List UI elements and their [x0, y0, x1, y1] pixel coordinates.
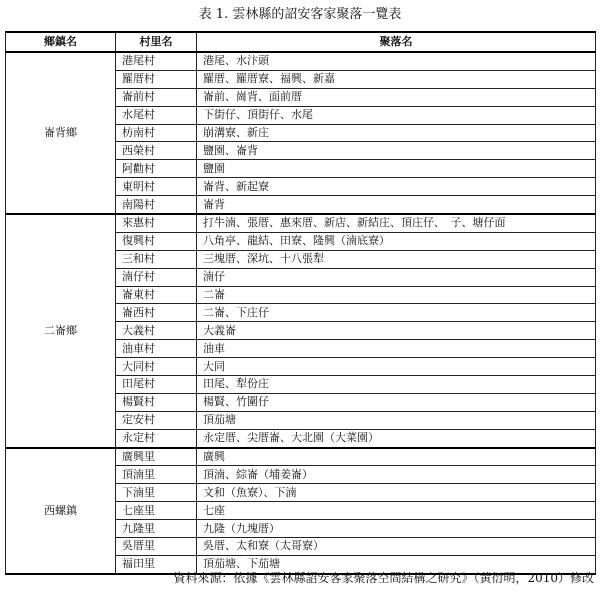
settlement-cell: 大義崙 — [197, 322, 596, 340]
village-cell: 大義村 — [116, 322, 197, 340]
township-cell: 二崙鄉 — [6, 214, 116, 448]
table-row — [6, 448, 596, 466]
township-group-erlun — [6, 214, 596, 448]
village-cell: 枋南村 — [116, 124, 197, 142]
settlement-cell: 羅厝、羅厝寮、福興、新嘉 — [197, 70, 596, 88]
settlement-cell: 下街仔、頂街仔、水尾 — [197, 106, 596, 124]
header-row — [6, 32, 596, 52]
settlement-cell: 頂茄塘、下茄塘 — [197, 555, 596, 573]
settlement-cell: 崙前、崗背、面前厝 — [197, 88, 596, 106]
village-cell: 廣興里 — [116, 448, 197, 466]
settlement-cell: 九隆（九塊厝） — [197, 520, 596, 538]
settlement-cell: 頂湳、綜崙（埔姜崙） — [197, 466, 596, 484]
table-row — [6, 52, 596, 70]
settlement-cell: 大同 — [197, 358, 596, 376]
village-cell: 西榮村 — [116, 142, 197, 160]
settlement-cell: 湳仔 — [197, 268, 596, 286]
settlement-cell: 崙背 — [197, 196, 596, 214]
village-cell: 三和村 — [116, 250, 197, 268]
settlement-cell: 三塊厝、深坑、十八張犁 — [197, 250, 596, 268]
settlement-cell: 鹽園、崙背 — [197, 142, 596, 160]
settlement-cell: 崩溝寮、新庄 — [197, 124, 596, 142]
village-cell: 羅厝村 — [116, 70, 197, 88]
settlement-cell: 永定厝、尖厝崙、大北園（大菜園） — [197, 429, 596, 447]
settlement-cell: 田尾、犁份庄 — [197, 376, 596, 394]
settlement-cell: 八角亭、龍結、田寮、隆興（湳底寮） — [197, 232, 596, 250]
table-caption: 表 1. 雲林縣的詔安客家聚落一覽表 — [198, 7, 402, 22]
village-cell: 崙西村 — [116, 304, 197, 322]
village-cell: 吳厝里 — [116, 538, 197, 556]
village-cell: 頂湳里 — [116, 466, 197, 484]
township-cell: 西螺鎮 — [6, 448, 116, 574]
village-cell: 永定村 — [116, 429, 197, 447]
settlement-table — [5, 31, 596, 575]
township-group-lunbei — [6, 52, 596, 214]
settlement-cell: 打牛湳、張厝、惠來厝、新店、新結庄、頂庄仔、 子、塘仔面 — [197, 214, 596, 232]
settlement-cell: 油車 — [197, 340, 596, 358]
township-cell: 崙背鄉 — [6, 52, 116, 214]
settlement-cell: 二崙 — [197, 286, 596, 304]
village-cell: 大同村 — [116, 358, 197, 376]
village-cell: 油車村 — [116, 340, 197, 358]
village-cell: 崙前村 — [116, 88, 197, 106]
header-village: 村里名 — [116, 32, 197, 52]
village-cell: 港尾村 — [116, 52, 197, 70]
table-row — [6, 214, 596, 232]
header-township: 鄉鎮名 — [6, 32, 116, 52]
village-cell: 楊賢村 — [116, 393, 197, 411]
settlement-cell: 廣興 — [197, 448, 596, 466]
settlement-cell: 頂茄塘 — [197, 411, 596, 429]
village-cell: 田尾村 — [116, 376, 197, 394]
village-cell: 七座里 — [116, 502, 197, 520]
village-cell: 湳仔村 — [116, 268, 197, 286]
township-group-xiluo — [6, 448, 596, 574]
table-header — [6, 32, 596, 52]
settlement-cell: 七座 — [197, 502, 596, 520]
header-settlement: 聚落名 — [197, 32, 596, 52]
settlement-cell: 二崙、下庄仔 — [197, 304, 596, 322]
settlement-cell: 吳厝、太和寮（太哥寮） — [197, 538, 596, 556]
village-cell: 定安村 — [116, 411, 197, 429]
village-cell: 復興村 — [116, 232, 197, 250]
settlement-cell: 崙背、新起寮 — [197, 178, 596, 196]
village-cell: 水尾村 — [116, 106, 197, 124]
village-cell: 南陽村 — [116, 196, 197, 214]
village-cell: 阿勸村 — [116, 160, 197, 178]
settlement-cell: 文和（魚寮）、下湳 — [197, 484, 596, 502]
village-cell: 崙東村 — [116, 286, 197, 304]
village-cell: 九隆里 — [116, 520, 197, 538]
village-cell: 福田里 — [116, 555, 197, 573]
village-cell: 東明村 — [116, 178, 197, 196]
source-note: 資料來源：依據《雲林縣詔安客家聚落空間結構之研究》（黃衍明，2010）修改 — [173, 571, 594, 585]
settlement-cell: 鹽園 — [197, 160, 596, 178]
village-cell: 下湳里 — [116, 484, 197, 502]
settlement-cell: 港尾、水汴頭 — [197, 52, 596, 70]
settlement-cell: 楊賢、竹圍仔 — [197, 393, 596, 411]
village-cell: 來惠村 — [116, 214, 197, 232]
